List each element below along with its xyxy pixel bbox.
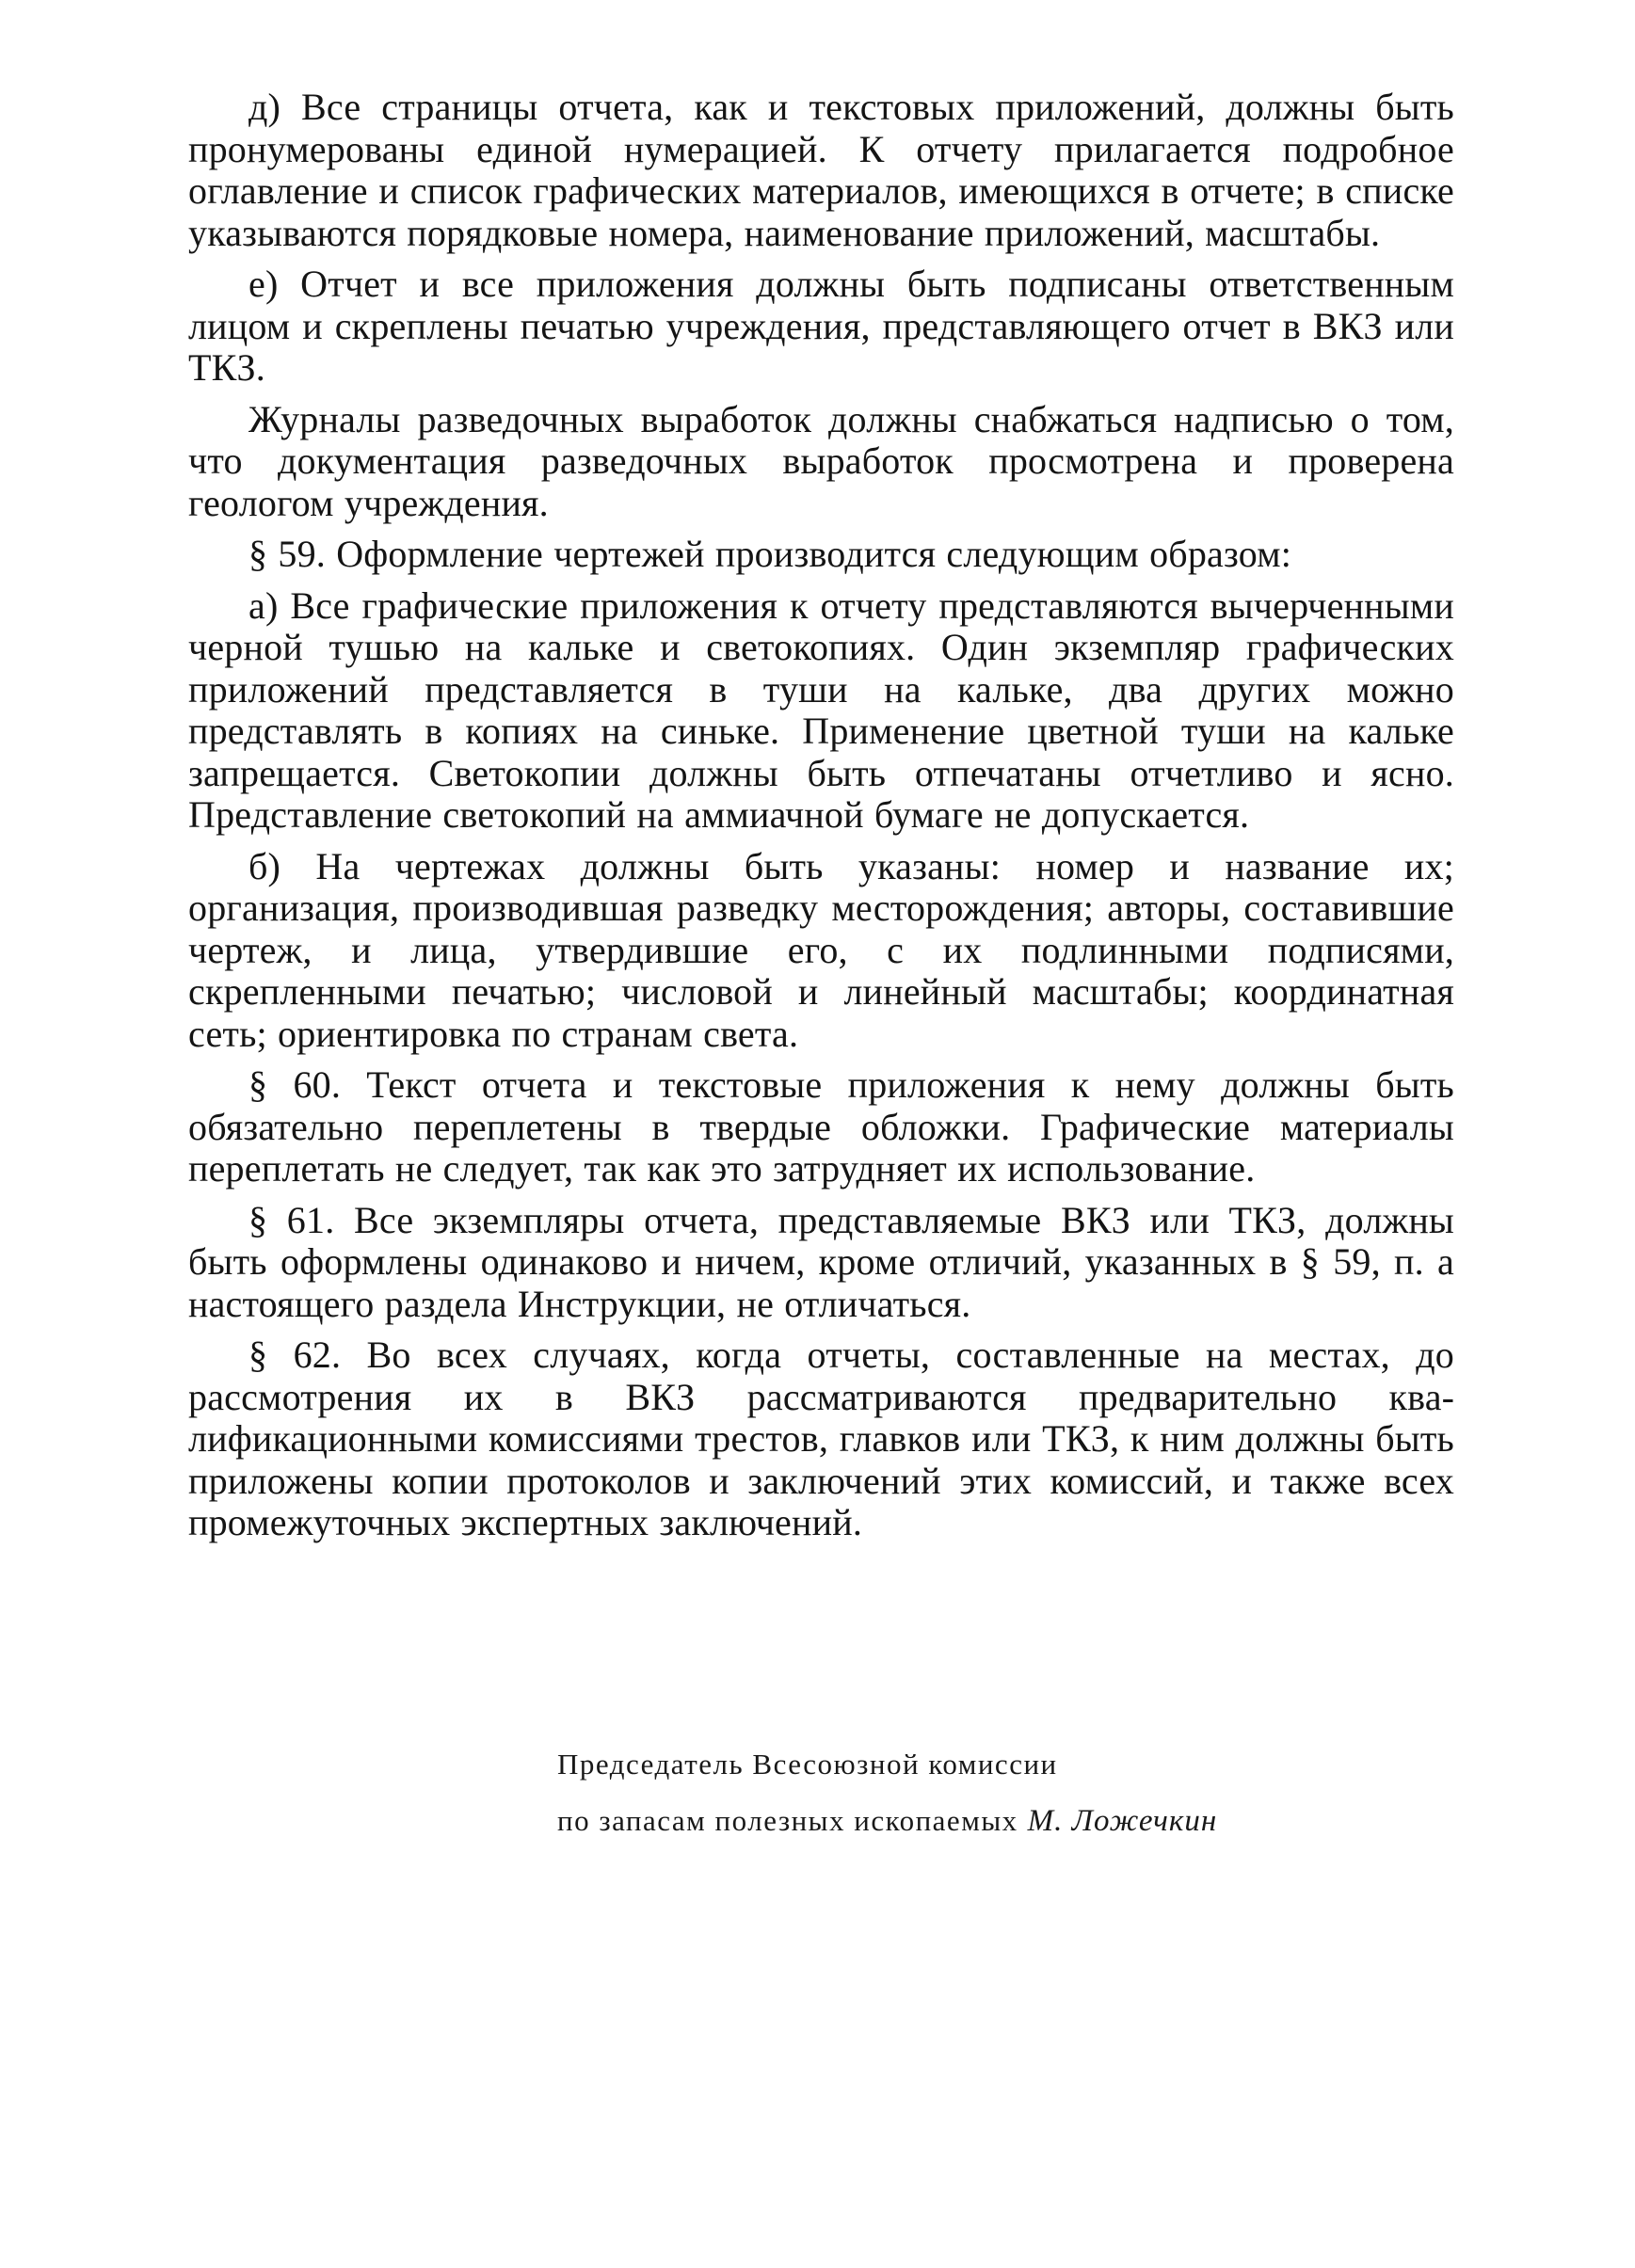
paragraph-a-graphics: а) Все графические приложения к отчету представляются вычерченными черной тушью на кальке и светокопиях. Один экземпляр графических приложений представляется в туши на кальке, два других можно представлять в копиях на синьке. Применение цветной туши на кальке запрещается. Светокопии должны быть отпечатаны отчетливо и ясно. Представление светокопий на аммиачной бумаге не допускается.	[188, 583, 1454, 836]
signature-title-line1: Председатель Всесоюзной комиссии	[557, 1748, 1058, 1781]
paragraph-journals: Журналы разведочных выработок должны снабжаться надписью о том, что документация разведочных выработок просмотрена и проверена геологом учреждения.	[188, 397, 1454, 524]
paragraph-d-numbering: д) Все страницы отчета, как и текстовых приложений, должны быть пронумерованы единой нумерацией. К отчету прилагается подробное оглавление и список графических материалов, имеющихся в отчете; в списке указываются порядковые номера, наименование приложений, масштабы.	[188, 86, 1454, 254]
paragraph-e-signatures: е) Отчет и все приложения должны быть подписаны ответственным лицом и скреплены печатью учреждения, представляющего отчет в ВКЗ или ТКЗ.	[188, 263, 1454, 389]
paragraph-section-60: § 60. Текст отчета и текстовые приложения к нему должны быть обязательно переплетены в твердые обложки. Графические материалы переплетать не следует, так как это затрудняет их использование.	[188, 1063, 1454, 1190]
paragraph-section-61: § 61. Все экземпляры отчета, представляемые ВКЗ или ТКЗ, должны быть оформлены одинаково и ничем, кроме отличий, указанных в § 59, п. а настоящего раздела Инструкции, не отличаться.	[188, 1198, 1454, 1325]
paragraph-b-drawings: б) На чертежах должны быть указаны: номер и название их; организация, производившая разведку месторождения; авторы, составившие чертеж, и лица, утвердившие его, с их подлинными подписями, скрепленными печатью; числовой и линейный масштабы; координатная сеть; ориентировка по странам света.	[188, 844, 1454, 1055]
paragraph-section-62: § 62. Во всех случаях, когда отчеты, составленные на местах, до рассмотрения их в ВКЗ рассматриваются предварительно квалификационными комиссиями трестов, главков или ТКЗ, к ним должны быть приложены копии протоколов и заключений этих комиссий, и также всех промежуточных экспертных заключений.	[188, 1334, 1454, 1543]
signatory-name: М. Ложечкин	[1027, 1804, 1218, 1838]
signature-title-text: по запасам полезных ископаемых	[557, 1804, 1018, 1837]
signature-block	[557, 1736, 1217, 1849]
signature-title-line2	[557, 1793, 1217, 1849]
paragraph-section-59: § 59. Оформление чертежей производится следующим образом:	[248, 533, 1292, 575]
document-body	[188, 87, 1454, 1554]
